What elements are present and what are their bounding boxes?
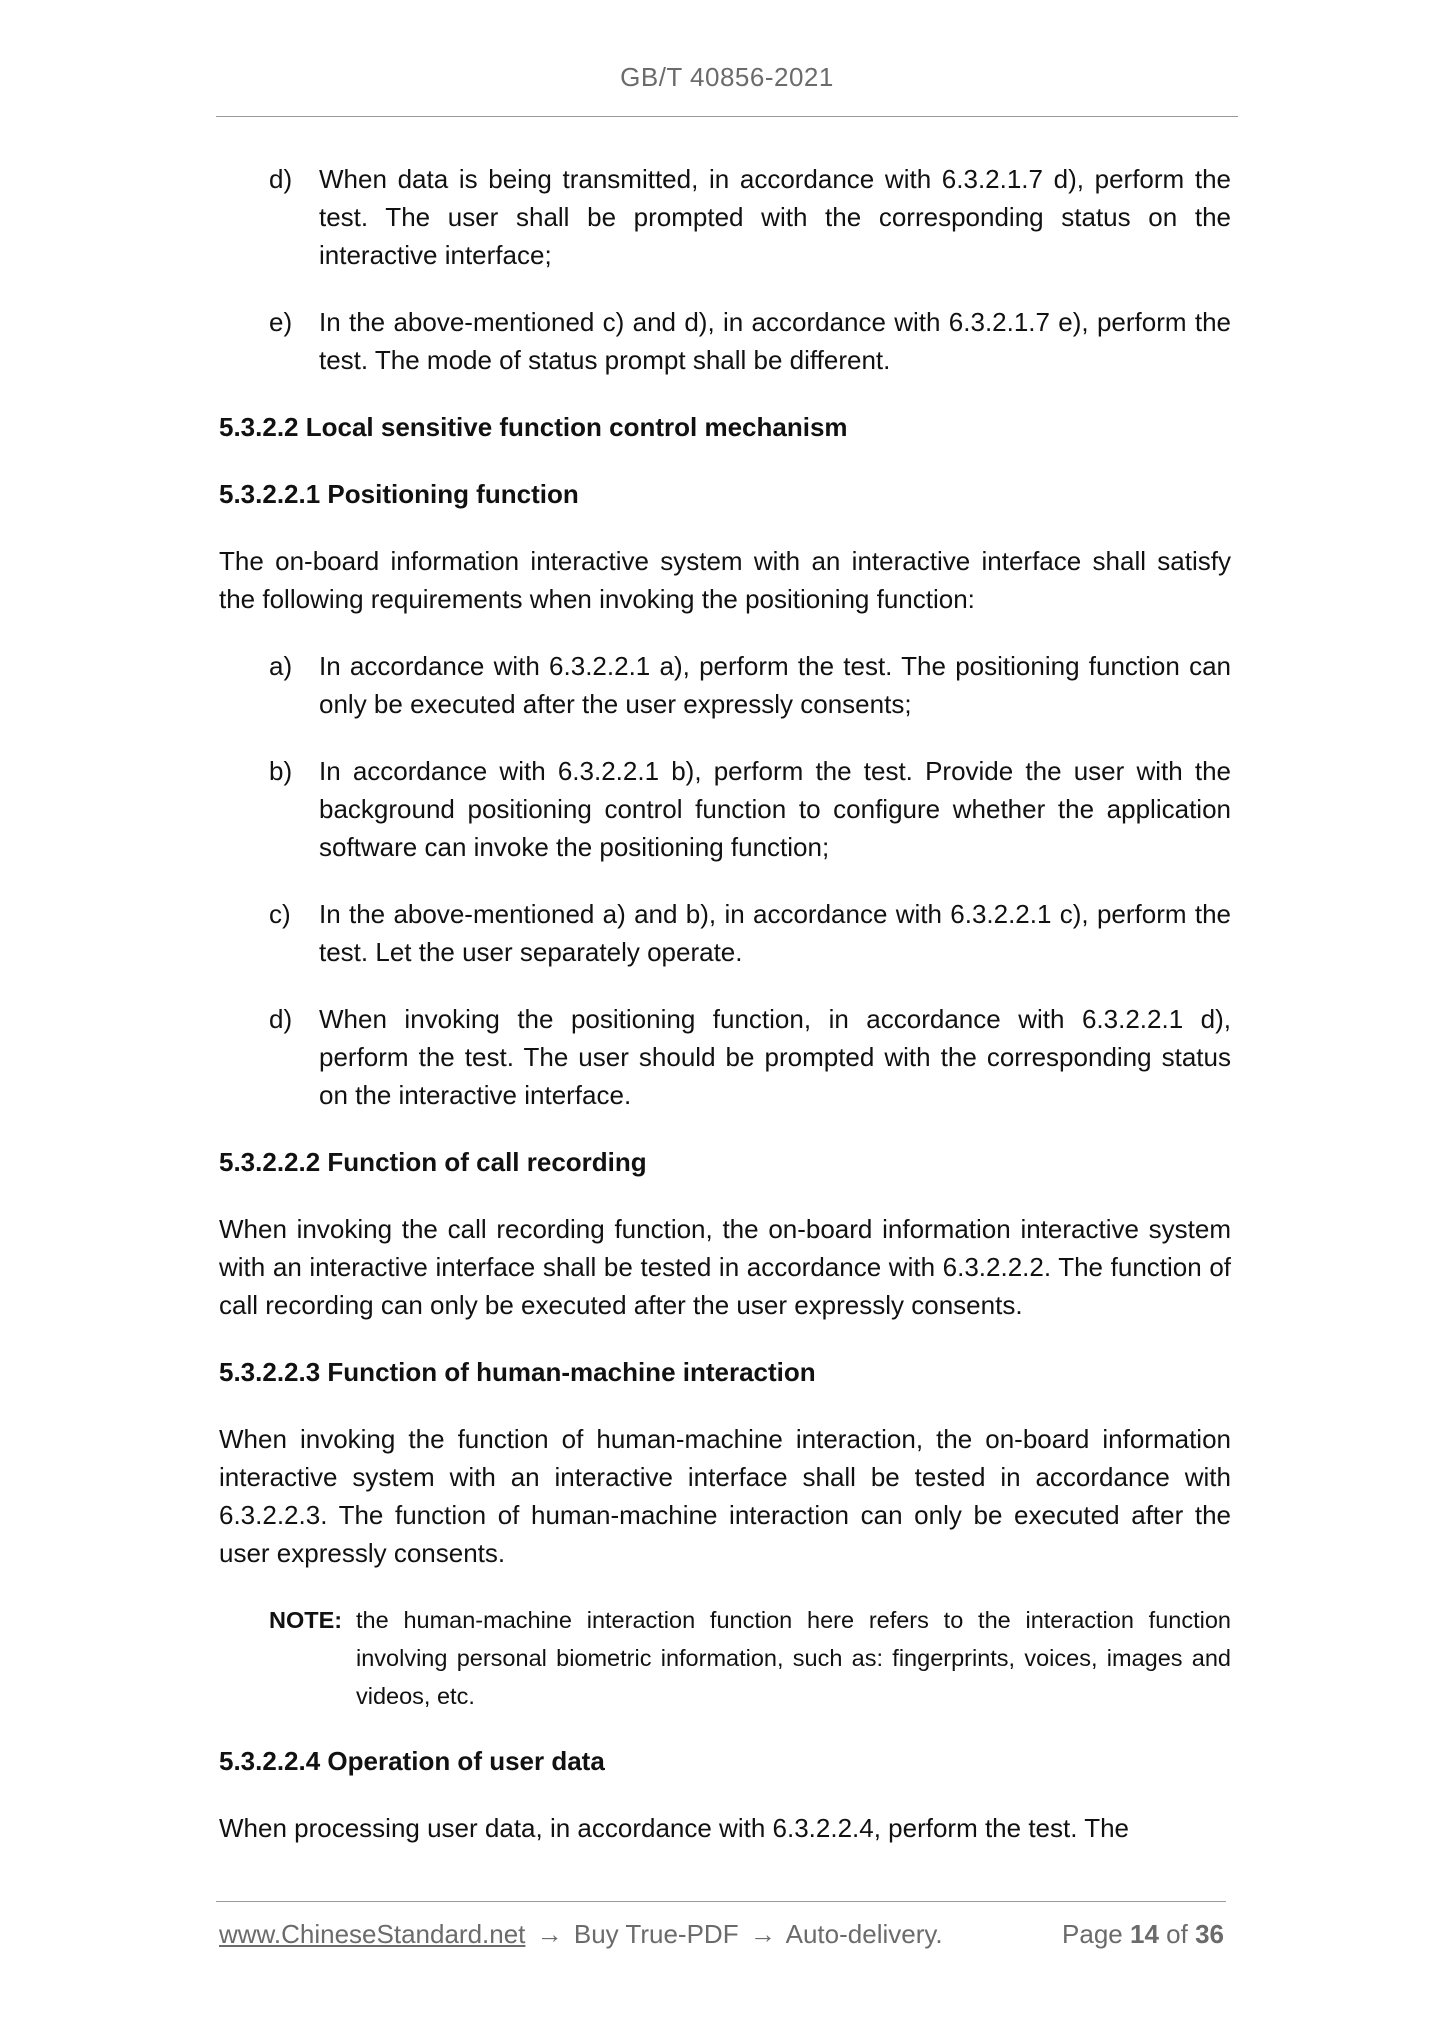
arrow-right-icon: → [536, 1919, 563, 1949]
list-item-b [219, 752, 1231, 866]
list-item-text: In the above-mentioned a) and b), in accordance with 6.3.2.2.1 c), perform the test. Let the user separately operate. [319, 899, 1231, 967]
page-content [219, 160, 1231, 1876]
section-heading-5-3-2-2-2: 5.3.2.2.2 Function of call recording [219, 1147, 647, 1177]
list-item-text: In accordance with 6.3.2.2.1 b), perform the test. Provide the user with the background positioning control function to configure whether the application software can invoke the positioning function; [319, 756, 1231, 862]
header-divider [216, 116, 1238, 117]
list-item-d-top [219, 160, 1231, 274]
of-word: of [1166, 1919, 1188, 1949]
total-pages: 36 [1195, 1919, 1224, 1949]
list-marker: d) [269, 164, 293, 194]
list-item-text: When data is being transmitted, in accordance with 6.3.2.1.7 d), perform the test. The user shall be prompted with the corresponding status on the interactive interface; [319, 164, 1231, 270]
section-heading-5-3-2-2: 5.3.2.2 Local sensitive function control mechanism [219, 412, 848, 442]
list-item-text: In accordance with 6.3.2.2.1 a), perform the test. The positioning function can only be executed after the user expressly consents; [319, 651, 1231, 719]
list-item-text: In the above-mentioned c) and d), in accordance with 6.3.2.1.7 e), perform the test. The mode of status prompt shall be different. [319, 307, 1231, 375]
page-word: Page [1062, 1919, 1123, 1949]
list-item-e-top [219, 303, 1231, 379]
list-item-a [219, 647, 1231, 723]
list-marker: c) [269, 899, 291, 929]
list-item-text: When invoking the positioning function, in accordance with 6.3.2.2.1 d), perform the test. The user should be prompted with the corresponding status on the interactive interface. [319, 1004, 1231, 1110]
delivery-text: Auto-delivery. [785, 1919, 943, 1949]
call-recording-paragraph: When invoking the call recording function, the on-board information interactive system with an interactive interface shall be tested in accordance with 6.3.2.2.2. The function of call recording can only be executed after the user expressly consents. [219, 1214, 1231, 1320]
document-header: GB/T 40856-2021 [620, 62, 834, 92]
list-marker: b) [269, 756, 293, 786]
section-heading-5-3-2-2-4: 5.3.2.2.4 Operation of user data [219, 1746, 605, 1776]
note-text: the human-machine interaction function here refers to the interaction function involving personal biometric information, such as: fingerprints, voices, images and videos, etc. [356, 1607, 1231, 1709]
positioning-intro-paragraph: The on-board information interactive system with an interactive interface shall satisfy the following requirements when invoking the positioning function: [219, 546, 1231, 614]
list-marker: a) [269, 651, 293, 681]
page-number: 14 [1130, 1919, 1159, 1949]
hmi-paragraph: When invoking the function of human-machine interaction, the on-board information interactive system with an interactive interface shall be tested in accordance with 6.3.2.2.3. The function of human-machine interaction can only be executed after the user expressly consents. [219, 1424, 1231, 1568]
footer-left [219, 1919, 943, 1950]
site-link[interactable]: www.ChineseStandard.net [219, 1919, 526, 1949]
list-marker: e) [269, 307, 293, 337]
page-footer [219, 1919, 1224, 1950]
note-label: NOTE: [269, 1607, 343, 1633]
note-block [269, 1601, 1231, 1715]
section-heading-5-3-2-2-3: 5.3.2.2.3 Function of human-machine interaction [219, 1357, 816, 1387]
buy-text: Buy True-PDF [573, 1919, 739, 1949]
footer-divider [216, 1901, 1226, 1902]
section-heading-5-3-2-2-1: 5.3.2.2.1 Positioning function [219, 479, 579, 509]
arrow-right-icon: → [749, 1919, 776, 1949]
list-item-d [219, 1000, 1231, 1114]
page-indicator [1062, 1919, 1224, 1950]
user-data-paragraph: When processing user data, in accordance with 6.3.2.2.4, perform the test. The [219, 1813, 1130, 1843]
list-marker: d) [269, 1004, 293, 1034]
list-item-c [219, 895, 1231, 971]
